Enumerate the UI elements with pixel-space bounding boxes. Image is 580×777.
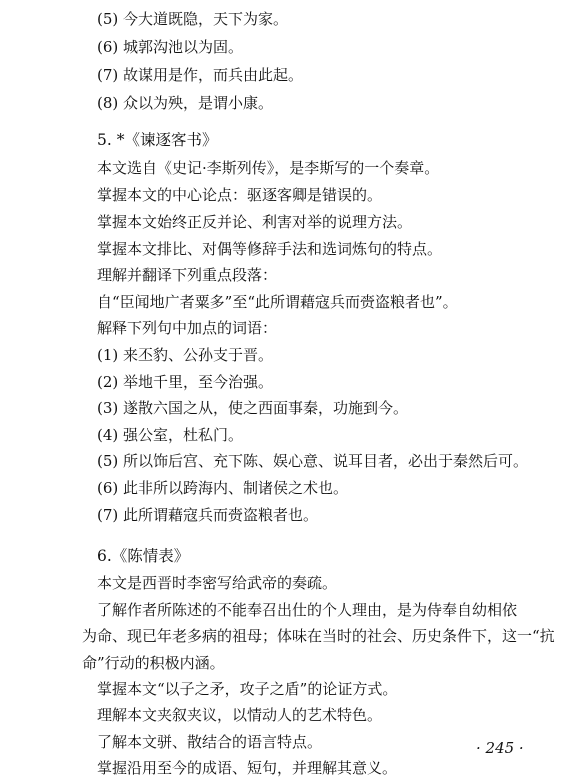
body-line: 了解作者所陈述的不能奉召出仕的个人理由，是为侍奉自幼相依	[97, 601, 518, 619]
body-line: 掌握本文始终正反并论、利害对举的说理方法。	[97, 213, 413, 231]
body-line: 为命、现已年老多病的祖母；体味在当时的社会、历史条件下，这一“抗	[82, 627, 555, 645]
example-item: (6) 此非所以跨海内、制诸侯之术也。	[97, 479, 349, 497]
body-line: 本文是西晋时李密写给武帝的奏疏。	[97, 574, 338, 592]
body-line: 命”行动的积极内涵。	[82, 654, 225, 672]
body-line: 理解并翻译下列重点段落：	[97, 266, 278, 284]
example-item: (2) 举地千里，至今治强。	[97, 373, 274, 391]
body-line: 掌握本文“以子之矛，攻子之盾”的论证方式。	[97, 680, 398, 698]
example-item: (1) 来丕豹、公孙支于晋。	[97, 346, 274, 364]
example-item: (6) 城郭沟池以为固。	[97, 38, 244, 56]
example-item: (5) 今大道既隐，天下为家。	[97, 10, 289, 28]
body-line: 本文选自《史记·李斯列传》，是李斯写的一个奏章。	[97, 159, 440, 177]
body-line: 掌握本文的中心论点：驱逐客卿是错误的。	[97, 186, 383, 204]
body-line: 了解本文骈、散结合的语言特点。	[97, 733, 323, 751]
example-item: (3) 遂散六国之从，使之西面事秦，功施到今。	[97, 399, 409, 417]
page-number: · 245 ·	[476, 739, 524, 757]
section-heading: 6.《陈情表》	[97, 547, 190, 565]
body-line: 自“臣闻地广者粟多”至“此所谓藉寇兵而赍盗粮者也”。	[97, 293, 458, 311]
body-line: 掌握本文排比、对偶等修辞手法和选词炼句的特点。	[97, 240, 443, 258]
example-item: (4) 强公室，杜私门。	[97, 426, 244, 444]
example-item: (7) 此所谓藉寇兵而赍盗粮者也。	[97, 506, 319, 524]
body-line: 理解本文夹叙夹议，以情动人的艺术特色。	[97, 706, 383, 724]
example-item: (8) 众以为殃，是谓小康。	[97, 94, 274, 112]
body-line: 解释下列句中加点的词语：	[97, 319, 278, 337]
example-item: (7) 故谋用是作，而兵由此起。	[97, 66, 304, 84]
body-line: 掌握沿用至今的成语、短句，并理解其意义。	[97, 759, 398, 777]
example-item: (5) 所以饰后宫、充下陈、娱心意、说耳目者，必出于秦然后可。	[97, 452, 529, 470]
section-heading: 5. *《谏逐客书》	[97, 131, 218, 149]
